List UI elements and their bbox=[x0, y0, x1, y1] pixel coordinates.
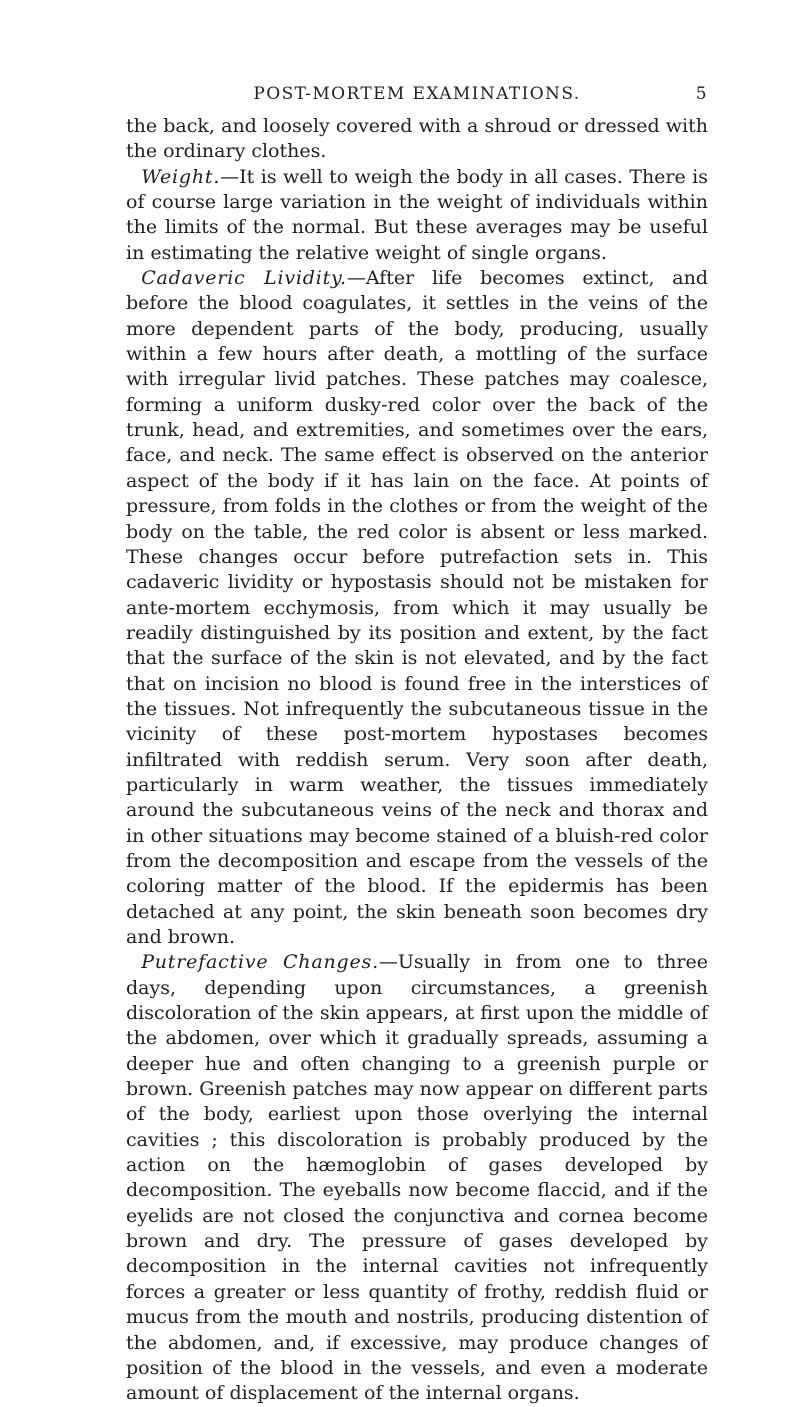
running-head bbox=[126, 84, 708, 108]
paragraph-text: —It is well to weigh the body in all cases. There is of course large variation in the weight of individuals within the limits of the normal. But these averages may be useful in estimating the relative weight of single organs. bbox=[126, 165, 708, 264]
paragraph-cadaveric-lividity bbox=[126, 266, 708, 950]
paragraph-continuation bbox=[126, 114, 708, 165]
section-heading-cadaveric-lividity: Cadaveric Lividity. bbox=[141, 267, 347, 290]
paragraph-text: the back, and loosely covered with a shroud or dressed with the ordinary clothes. bbox=[126, 115, 708, 163]
paragraph-text: —Usually in from one to three days, depending upon circumstances, a greenish discoloration of the skin appears, at first upon the middle of the abdomen, over which it gradually spreads, assuming a deeper hue and often changing to a greenish purple or brown. Greenish patches may now appear on different parts of the body, earliest upon those overlying the internal cavities ; this discoloration is probably produced by the action on the hæmoglobin of gases developed by decomposition. The eyeballs now become flaccid, and if the eyelids are not closed the conjunctiva and cornea become brown and dry. The pressure of gases developed by decomposition in the internal cavities not infrequently forces a greater or less quantity of frothy, reddish fluid or mucus from the mouth and nostrils, producing distention of the abdomen, and, if excessive, may produce changes of position of the blood in the vessels, and even a moderate amount of displacement of the internal organs. bbox=[126, 951, 708, 1405]
running-title: POST-MORTEM EXAMINATIONS. bbox=[253, 84, 581, 104]
section-heading-putrefactive-changes: Putrefactive Changes. bbox=[141, 951, 379, 974]
paragraph-putrefactive-changes bbox=[126, 950, 708, 1406]
paragraph-text: —After life becomes extinct, and before the blood coagulates, it settles in the veins of the more dependent parts of the body, producing, usually within a few hours after death, a mottling of the surface with irregular livid patches. These patches may coalesce, forming a uniform dusky-red color over the back of the trunk, head, and extremities, and sometimes over the ears, face, and neck. The same effect is observed on the anterior aspect of the body if it has lain on the face. At points of pressure, from folds in the clothes or from the weight of the body on the table, the red color is absent or less marked. These changes occur before putrefaction sets in. This cadaveric lividity or hypostasis should not be mistaken for ante-mortem ecchymosis, from which it may usually be readily distinguished by its position and extent, by the fact that the surface of the skin is not elevated, and by the fact that on incision no blood is found free in the interstices of the tissues. Not infrequently the subcutaneous tissue in the vicinity of these post-mortem hypostases becomes infiltrated with reddish serum. Very soon after death, particularly in warm weather, the tissues immediately around the subcutaneous veins of the neck and thorax and in other situations may become stained of a bluish-red color from the decomposition and escape from the vessels of the coloring matter of the blood. If the epidermis has been detached at any point, the skin beneath soon becomes dry and brown. bbox=[126, 267, 708, 948]
page-number: 5 bbox=[695, 84, 708, 104]
body-text bbox=[126, 114, 708, 1407]
paragraph-weight bbox=[126, 165, 708, 266]
section-heading-weight: Weight. bbox=[141, 165, 221, 188]
